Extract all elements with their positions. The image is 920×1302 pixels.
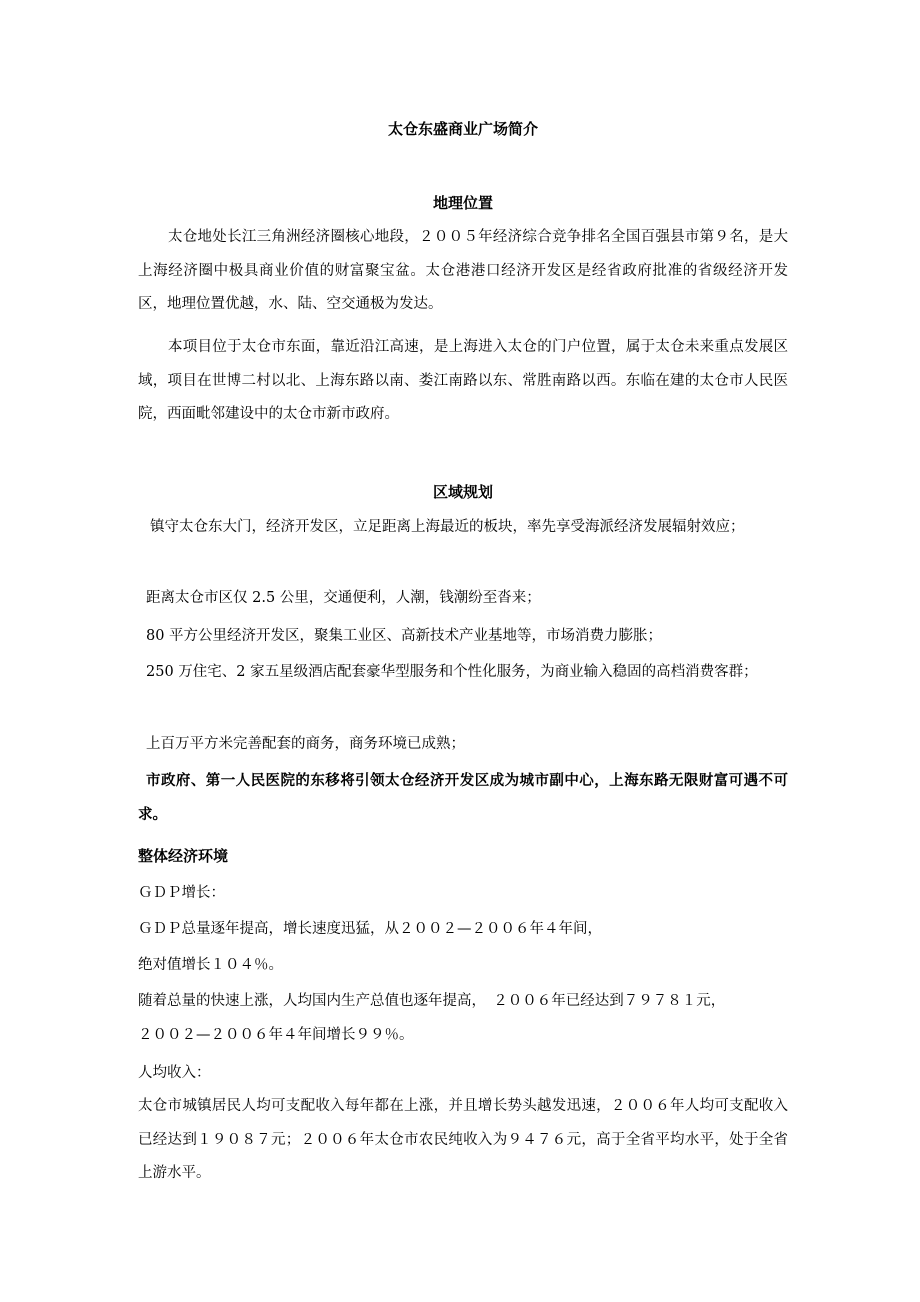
section-heading-planning: 区域规划: [432, 483, 493, 501]
planning-item-6-bold: 市政府、第一人民医院的东移将引领太仓经济开发区成为城市副中心，上海东路无限财富可遇不可求。: [138, 773, 788, 823]
gdp-line-2: 绝对值增长１０４％。: [138, 957, 283, 973]
gdp-line-1: ＧＤＰ总量逐年提高，增长速度迅猛，从２００２—２００６年４年间，: [138, 921, 602, 937]
income-label: 人均收入：: [138, 1065, 211, 1081]
planning-item-4: 250 万住宅、2 家五星级酒店配套豪华型服务和个性化服务，为商业输入稳固的高档消费客群；: [146, 664, 758, 680]
document-title: 太仓东盛商业广场简介: [387, 120, 538, 138]
gdp-line-3: 随着总量的快速上涨，人均国内生产总值也逐年提高， ２００６年已经达到７９７８１元，: [138, 993, 726, 1009]
location-paragraph-1: 太仓地处长江三角洲经济圈核心地段，２００５年经济综合竞争排名全国百强县市第９名，是大上海经济圈中极具商业价值的财富聚宝盆。太仓港港口经济开发区是经省政府批准的省级经济开发区，地理位置优越，水、陆、空交通极为发达。: [138, 229, 788, 312]
planning-item-2: 距离太仓市区仅 2.5 公里，交通便利，人潮，钱潮纷至沓来；: [146, 590, 541, 606]
planning-item-5: 上百万平方米完善配套的商务，商务环境已成熟；: [146, 736, 465, 752]
section-heading-location: 地理位置: [432, 194, 493, 212]
gdp-label: ＧＤＰ增长：: [138, 885, 225, 901]
income-paragraph: 太仓市城镇居民人均可支配收入每年都在上涨，并且增长势头越发迅速，２００６年人均可支配收入已经达到１９０８７元；２００６年太仓市农民纯收入为９４７６元，高于全省平均水平，处于全省上游水平。: [138, 1098, 788, 1181]
gdp-line-4: ２００２—２００６年４年间增长９９％。: [138, 1027, 414, 1043]
section-heading-economy: 整体经济环境: [138, 847, 229, 865]
planning-item-1: 镇守太仓东大门，经济开发区，立足距离上海最近的板块，率先享受海派经济发展辐射效应；: [150, 519, 745, 535]
planning-item-3: 80 平方公里经济开发区，聚集工业区、高新技术产业基地等，市场消费力膨胀；: [146, 628, 663, 644]
location-paragraph-2: 本项目位于太仓市东面，靠近沿江高速，是上海进入太仓的门户位置，属于太仓未来重点发展区域，项目在世博二村以北、上海东路以南、娄江南路以东、常胜南路以西。东临在建的太仓市人民医院，西面毗邻建设中的太仓市新市政府。: [138, 339, 788, 422]
